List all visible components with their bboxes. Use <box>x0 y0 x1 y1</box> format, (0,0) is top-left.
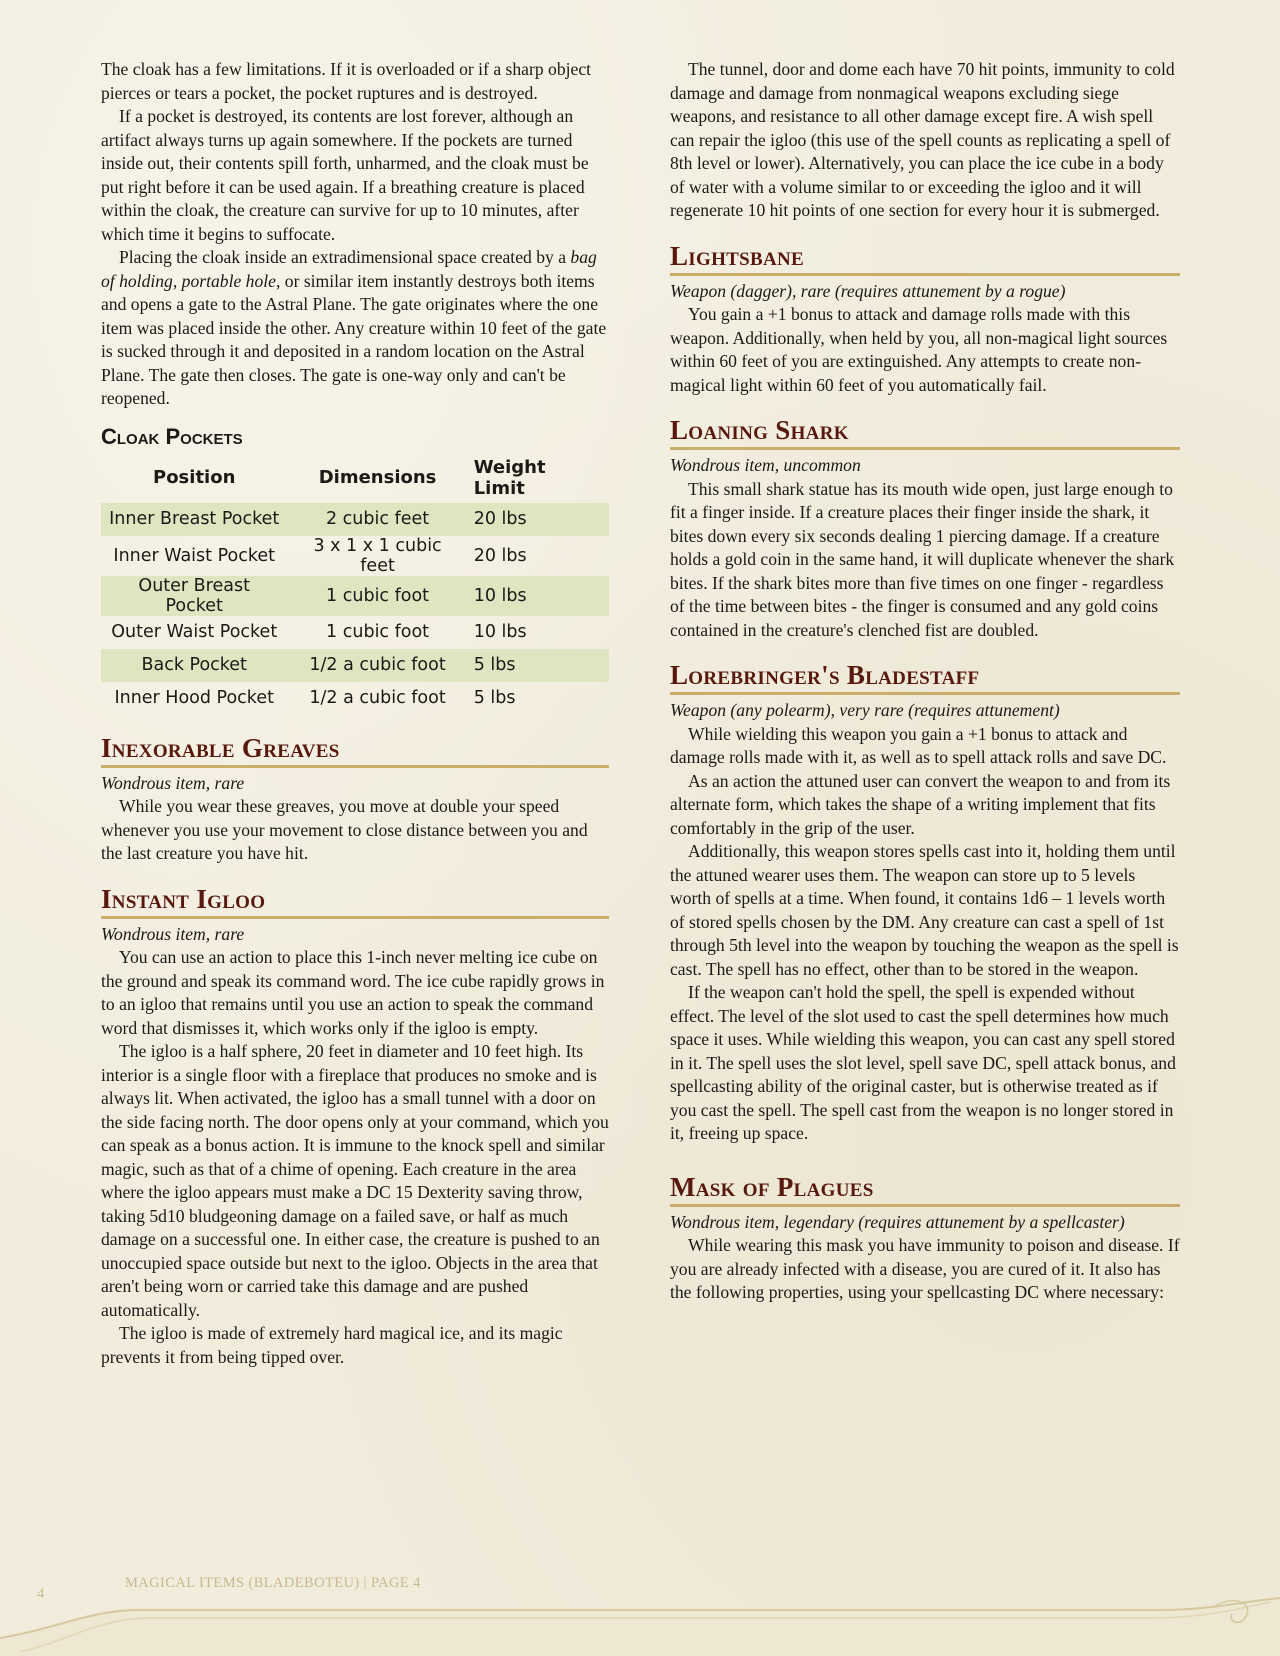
item-subtitle: Wondrous item, rare <box>101 772 245 793</box>
table-row <box>101 649 609 682</box>
body-paragraph: You gain a +1 bonus to attack and damage rolls made with this weapon. Additionally, when held by you, all non-magical light sources within 60 feet of you are extinguished. Any attempts to create non-magical light within 60 feet of you automatically fail. <box>670 304 1168 395</box>
table-cell: 20 lbs <box>473 545 527 566</box>
body-paragraph: The igloo is made of extremely hard magical ice, and its magic prevents it from being tipped over. <box>101 1323 563 1367</box>
table-cell: 1/2 a cubic foot <box>287 649 467 682</box>
body-paragraph: The cloak has a few limitations. If it is overloaded or if a sharp object pierces or tears a pocket, the pocket ruptures and is destroyed. <box>101 59 592 103</box>
footer-ornament <box>0 1596 1280 1656</box>
cloak-pockets-table <box>101 453 609 715</box>
item-reference: bag of holding <box>101 247 597 291</box>
item-reference: portable hole <box>181 270 276 291</box>
table-cell: 1 cubic foot <box>287 576 467 616</box>
table-cell: 10 lbs <box>468 576 609 616</box>
body-paragraph: This small shark statue has its mouth wide open, just large enough to fit a finger inside. If a creature places their finger inside the shark, it bites down every six seconds dealing 1 piercing damage. If a creature holds a gold coin in the same hand, it will duplicate whenever the shark bites. If the shark bites more than five times on one finger - regardless of the time between bites - the finger is consumed and any gold coins contained in the creature's clenched fist are doubled. <box>670 478 1175 640</box>
column-header: Weight Limit <box>473 456 546 499</box>
item-heading: Instant Igloo <box>101 884 609 919</box>
table-row <box>101 576 609 616</box>
page-number: 4 <box>37 1586 45 1602</box>
table-cell: Inner Hood Pocket <box>114 688 274 708</box>
column-header: Dimensions <box>318 467 437 488</box>
item-subtitle: Weapon (dagger), rare (requires attunement by a rogue) <box>670 280 1066 301</box>
left-column <box>101 58 609 1369</box>
body-paragraph: Additionally, this weapon stores spells cast into it, holding them until the attuned wearer uses them. The weapon can store up to 5 levels worth of spells at a time. When found, it contains 1d6 – 1 levels worth of stored spells chosen by the DM. Any creature can cast a spell of 1st through 5th level into the weapon by touching the weapon as the spell is cast. The spell has no effect, other than to be stored in the weapon. <box>670 841 1179 979</box>
item-heading: Lorebringer's Bladestaff <box>670 660 1180 695</box>
item-subtitle: Wondrous item, uncommon <box>670 455 861 475</box>
body-paragraph: The igloo is a half sphere, 20 feet in diameter and 10 feet high. Its interior is a single floor with a fireplace that produces no smoke and is always lit. When activated, the igloo has a small tunnel with a door on the side facing north. The door opens only at your command, which you can speak as a bonus action. It is immune to the knock spell and similar magic, such as that of a chime of opening. Each creature in the area where the igloo appears must make a DC 15 Dexterity saving throw, taking 5d10 bludgeoning damage on a failed save, or half as much damage on a successful one. In either case, the creature is pushed to an unoccupied space outside but next to the igloo. Objects in the area that aren't being worn or carried take this damage and are pushed automatically. <box>101 1041 609 1320</box>
body-paragraph: While wearing this mask you have immunity to poison and disease. If you are already infected with a disease, you are cured of it. It also has the following properties, using your spellcasting DC where necessary: <box>670 1235 1180 1302</box>
body-paragraph: As an action the attuned user can convert the weapon to and from its alternate form, which takes the shape of a writing implement that fits comfortably in the grip of the user. <box>670 770 1171 838</box>
table-cell: 2 cubic feet <box>287 503 467 536</box>
footer-text: MAGICAL ITEMS (BLADEBOTEU) | PAGE 4 <box>125 1575 421 1591</box>
table-row <box>101 536 609 576</box>
item-subtitle: Wondrous item, rare <box>101 923 245 944</box>
table-header-row <box>101 453 609 503</box>
table-cell: Back Pocket <box>101 649 287 682</box>
text-run: Placing the cloak inside an extradimensional space created by a <box>119 247 571 267</box>
body-paragraph: You can use an action to place this 1-inch never melting ice cube on the ground and speak its command word. The ice cube rapidly grows in to an igloo that remains until you use an action to speak the command word that dismisses it, which works only if the igloo is empty. <box>101 947 605 1038</box>
right-column <box>670 58 1180 1305</box>
body-paragraph: If the weapon can't hold the spell, the spell is expended without effect. The level of the slot used to cast the spell determines how much space it uses. While wielding this weapon, you can cast any spell stored in it. The spell uses the slot level, spell save DC, spell attack bonus, and spellcasting ability of the original caster, but is otherwise treated as if you cast the spell. The spell cast from the weapon is no longer stored in it, freeing up space. <box>670 982 1176 1143</box>
table-row <box>101 616 609 649</box>
table-cell: 20 lbs <box>468 503 609 536</box>
body-paragraph: The tunnel, door and dome each have 70 hit points, immunity to cold damage and damage from nonmagical weapons excluding siege weapons, and resistance to all other damage except fire. A wish spell can repair the igloo (this use of the spell counts as replicating a spell of 8th level or lower). Alternatively, you can place the ice cube in a body of water with a volume similar to or exceeding the igloo and it will regenerate 10 hit points of one section for every hour it is submerged. <box>670 59 1175 220</box>
item-subtitle: Wondrous item, legendary (requires attunement by a spellcaster) <box>670 1211 1125 1232</box>
table-cell: 1/2 a cubic foot <box>309 688 446 708</box>
item-heading: Inexorable Greaves <box>101 733 609 768</box>
table-cell: 10 lbs <box>473 622 527 642</box>
table-cell: 1 cubic foot <box>326 622 430 642</box>
body-paragraph: While you wear these greaves, you move at double your speed whenever you use your movement to close distance between you and the last creature you have hit. <box>101 796 588 863</box>
table-row <box>101 503 609 536</box>
table-cell: Inner Waist Pocket <box>113 545 275 566</box>
text-run: , <box>172 270 182 291</box>
body-paragraph: While wielding this weapon you gain a +1 bonus to attack and damage rolls made with it, as well as to spell attack rolls and save DC. <box>670 723 1167 767</box>
table-title: Cloak Pockets <box>101 423 243 449</box>
table-cell: 3 x 1 x 1 cubic feet <box>313 535 442 576</box>
text-run: , or similar item instantly destroys both items and opens a gate to the Astral Plane. The gate originates where the one item was placed inside the other. Any creature within 10 feet of the gate is sucked through it and deposited in a random location on the Astral Plane. The gate then closes. The gate is one-way only and can't be reopened. <box>101 270 607 408</box>
item-subtitle: Weapon (any polearm), very rare (requires attunement) <box>670 700 1060 720</box>
table-row <box>101 682 609 715</box>
column-header: Position <box>153 467 236 488</box>
table-cell: Inner Breast Pocket <box>101 503 287 536</box>
body-paragraph: If a pocket is destroyed, its contents are lost forever, although an artifact always turns up again somewhere. If the pockets are turned inside out, their contents spill forth, unharmed, and the cloak must be put right before it can be used again. If a breathing creature is placed within the cloak, the creature can survive for up to 10 minutes, after which time it begins to suffocate. <box>101 106 589 244</box>
table-cell: 5 lbs <box>468 649 609 682</box>
item-heading: Mask of Plagues <box>670 1172 1180 1207</box>
table-cell: Outer Breast Pocket <box>101 576 287 616</box>
body-paragraph <box>101 246 609 411</box>
table-cell: 5 lbs <box>473 688 516 708</box>
item-heading: Lightsbane <box>670 241 1180 276</box>
table-cell: Outer Waist Pocket <box>111 622 278 642</box>
item-heading: Loaning Shark <box>670 415 1180 450</box>
